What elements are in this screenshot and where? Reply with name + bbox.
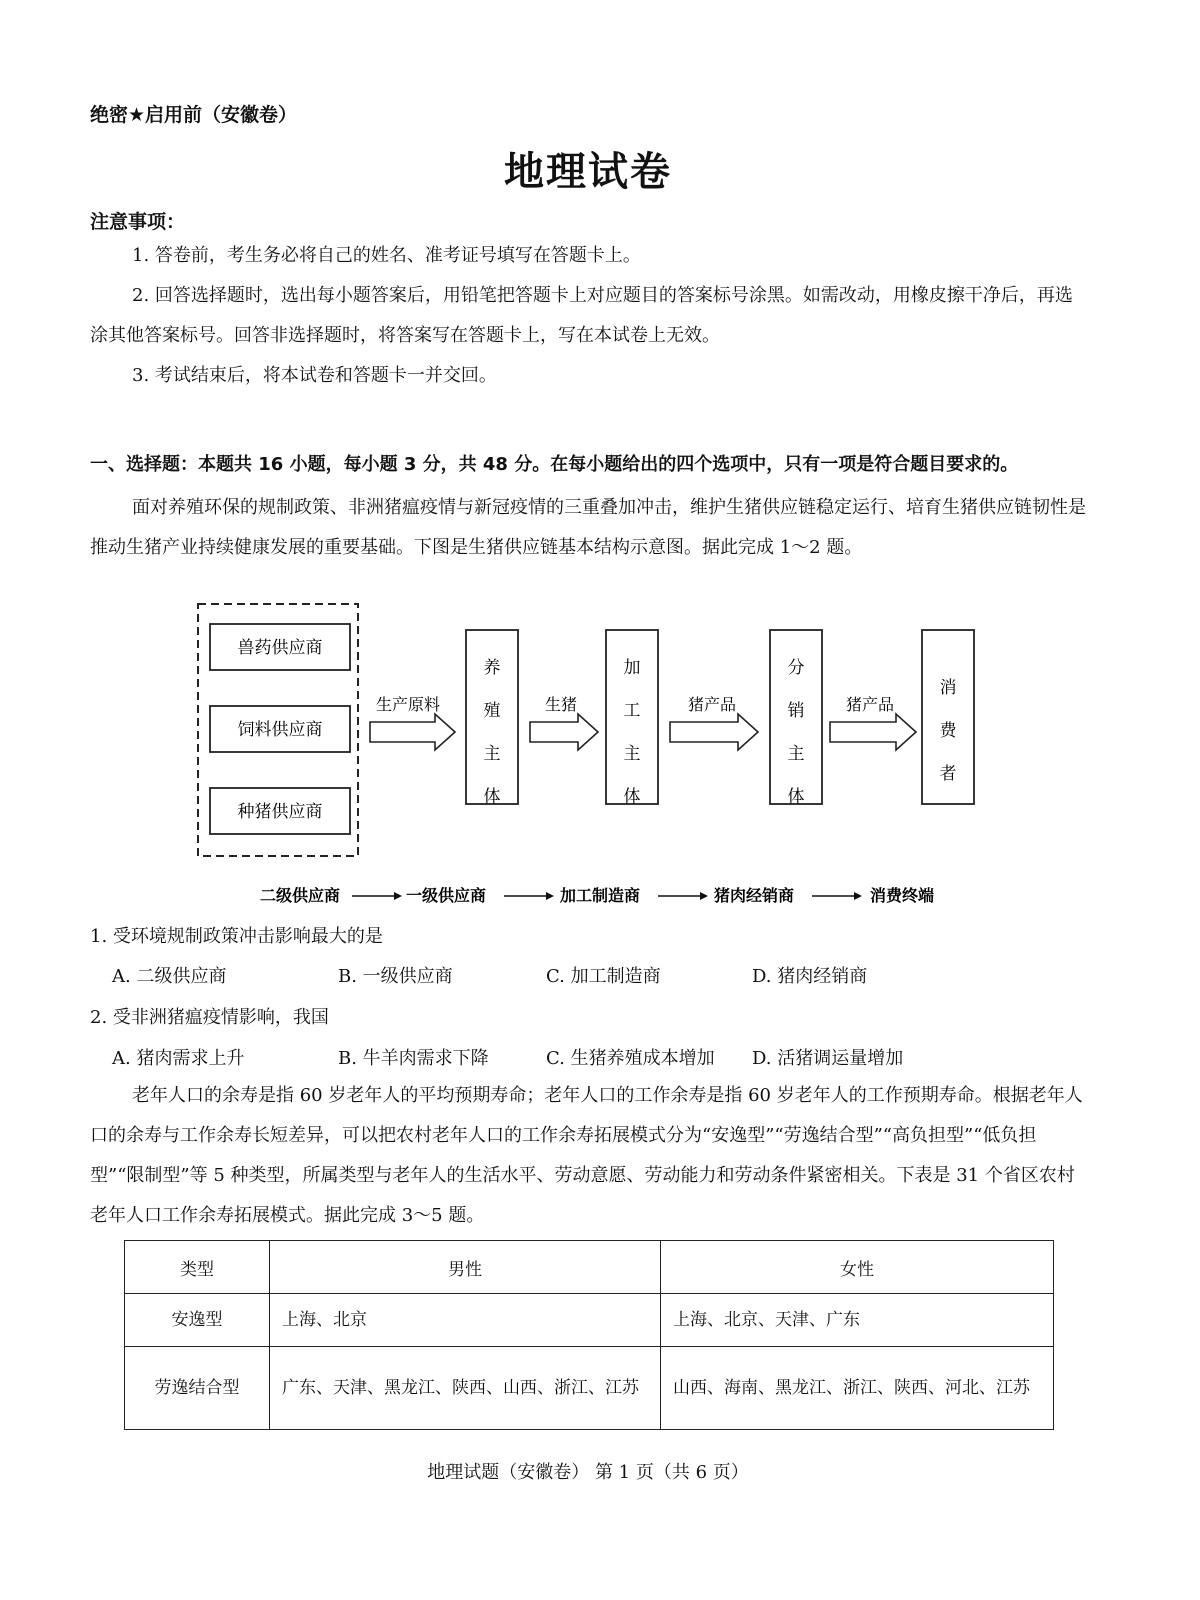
table-header: 女性 xyxy=(661,1241,1054,1294)
node-char: 消 xyxy=(939,678,957,698)
table-header: 类型 xyxy=(125,1241,270,1294)
notice-heading: 注意事项： xyxy=(90,211,186,233)
node-char: 养 xyxy=(483,658,501,678)
table-cell: 劳逸结合型 xyxy=(125,1347,270,1430)
node-char: 分 xyxy=(787,658,805,678)
table-row xyxy=(125,1347,1054,1430)
node-char: 费 xyxy=(939,721,957,741)
notice-item-2: 2. 回答选择题时，选出每小题答案后，用铅笔把答题卡上对应题目的答案标号涂黑。如需改动，用橡皮擦干净后，再选涂其他答案标号。回答非选择题时，将答案写在答题卡上，写在本试卷上无效。 xyxy=(90,285,1073,346)
supplier-label: 饲料供应商 xyxy=(237,720,323,740)
arrow-label: 猪产品 xyxy=(687,695,737,714)
arrow-label: 生猪 xyxy=(544,695,578,714)
chain-label: 消费终端 xyxy=(870,886,935,905)
node-char: 加 xyxy=(623,658,641,678)
paper-title: 地理试卷 xyxy=(504,149,672,195)
node-char: 销 xyxy=(787,701,805,721)
chain-arrowhead xyxy=(854,892,862,900)
flow-arrow xyxy=(670,714,758,750)
question-1-stem: 1. 受环境规制政策冲击影响最大的是 xyxy=(90,926,383,947)
question-2-option-a: A. 猪肉需求上升 xyxy=(112,1048,245,1069)
chain-arrowhead xyxy=(546,892,554,900)
table-cell: 山西、海南、黑龙江、浙江、陕西、河北、江苏 xyxy=(661,1347,1054,1430)
table-cell: 广东、天津、黑龙江、陕西、山西、浙江、江苏 xyxy=(270,1347,661,1430)
intro-paragraph-2: 老年人口的余寿是指 60 岁老年人的平均预期寿命；老年人口的工作余寿是指 60 岁老年人的工作预期寿命。根据老年人口的余寿与工作余寿长短差异，可以把农村老年人口的工作余寿拓展模式分为“安逸型”“劳逸结合型”“高负担型”“低负担型”“限制型”等 5 种类型，所属类型与老年人的生活水平、劳动意愿、劳动能力和劳动条件紧密相关。下表是 31 个省区农村老年人口工作余寿拓展模式。据此完成 3～5 题。 xyxy=(90,1085,1083,1226)
node-char: 主 xyxy=(483,744,501,764)
question-2-stem: 2. 受非洲猪瘟疫情影响，我国 xyxy=(90,1007,329,1028)
question-1-option-d: D. 猪肉经销商 xyxy=(752,966,868,987)
table-cell: 安逸型 xyxy=(125,1294,270,1347)
table-cell: 上海、北京 xyxy=(270,1294,661,1347)
flow-arrow xyxy=(830,714,916,750)
chain-label: 加工制造商 xyxy=(560,886,641,905)
question-2-option-b: B. 牛羊肉需求下降 xyxy=(338,1048,489,1069)
table-row xyxy=(125,1294,1054,1347)
supplier-label: 种猪供应商 xyxy=(237,802,323,822)
question-1-option-b: B. 一级供应商 xyxy=(338,966,453,987)
supplier-label: 兽药供应商 xyxy=(237,638,323,658)
question-1-option-a: A. 二级供应商 xyxy=(112,966,227,987)
table-cell: 上海、北京、天津、广东 xyxy=(661,1294,1054,1347)
arrow-label: 生产原料 xyxy=(375,695,441,714)
question-2-option-c: C. 生猪养殖成本增加 xyxy=(546,1048,715,1069)
node-char: 者 xyxy=(939,764,957,784)
node-char: 体 xyxy=(787,787,805,807)
chain-label: 一级供应商 xyxy=(406,886,487,905)
node-char: 殖 xyxy=(483,701,501,721)
arrow-label: 猪产品 xyxy=(845,695,895,714)
question-2-option-d: D. 活猪调运量增加 xyxy=(752,1048,904,1069)
chain-label: 猪肉经销商 xyxy=(714,886,795,905)
notice-item-1: 1. 答卷前，考生务必将自己的姓名、准考证号填写在答题卡上。 xyxy=(132,245,641,266)
table-header: 男性 xyxy=(270,1241,661,1294)
chain-arrowhead xyxy=(394,892,402,900)
node-char: 体 xyxy=(483,787,501,807)
chain-arrowhead xyxy=(700,892,708,900)
table-header-row xyxy=(125,1241,1054,1294)
node-char: 主 xyxy=(623,744,641,764)
notice-item-3: 3. 考试结束后，将本试卷和答题卡一并交回。 xyxy=(132,365,497,386)
flow-arrow xyxy=(530,714,598,750)
work-life-table xyxy=(124,1240,1054,1430)
confidential-label: 绝密★启用前（安徽卷） xyxy=(90,104,298,126)
node-char: 体 xyxy=(623,787,641,807)
supply-chain-diagram xyxy=(190,600,990,920)
question-1-option-c: C. 加工制造商 xyxy=(546,966,661,987)
intro-paragraph-1: 面对养殖环保的规制政策、非洲猪瘟疫情与新冠疫情的三重叠加冲击，维护生猪供应链稳定运行、培育生猪供应链韧性是推动生猪产业持续健康发展的重要基础。下图是生猪供应链基本结构示意图。据此完成 1～2 题。 xyxy=(90,497,1086,558)
page-footer: 地理试题（安徽卷） 第 1 页（共 6 页） xyxy=(427,1462,749,1483)
flow-arrow xyxy=(370,714,455,750)
node-char: 工 xyxy=(623,701,641,721)
section-heading: 一、选择题：本题共 16 小题，每小题 3 分，共 48 分。在每小题给出的四个选项中，只有一项是符合题目要求的。 xyxy=(90,454,1019,475)
chain-label: 二级供应商 xyxy=(260,886,341,905)
node-char: 主 xyxy=(787,744,805,764)
